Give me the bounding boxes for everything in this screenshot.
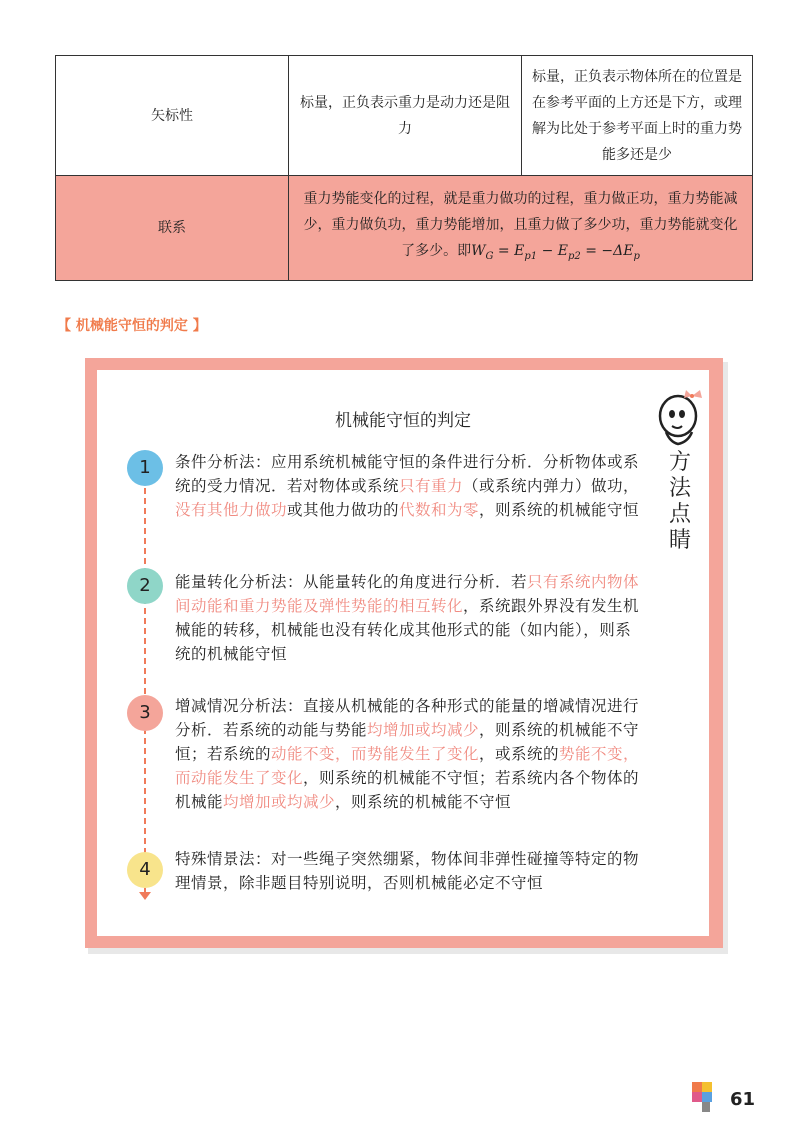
thinking-mascot-icon [652,388,708,450]
card-inner [97,370,709,936]
step-number-4: 4 [127,852,163,888]
work-energy-formula: $W_G = E_{p1} - E_{p2} = -\Delta E_p$ [471,243,640,262]
gravity-work-cell: 标量，正负表示重力是动力还是阻力 [289,56,522,176]
timeline-dashed-line [144,458,146,894]
link-text: 重力势能变化的过程，就是重力做功的过程，重力做正功，重力势能减少，重力做负功，重力势能增加，且重力做了多少功，重力势能就变化了多少。即 [303,191,738,260]
table-row [56,56,753,176]
badge-char: 法 [668,476,691,501]
page-number: 61 [730,1089,756,1110]
row-label: 联系 [56,176,289,281]
step-4-text: 特殊情景法：对一些绳子突然绷紧，物体间非弹性碰撞等特定的物理情景，除非题目特别说明，否则机械能必定不守恒 [175,850,640,892]
step-2-text: 能量转化分析法：从能量转化的角度进行分析．若只有系统内物体间动能和重力势能及弹性势能的相互转化，系统跟外界没有发生机械能的转移，机械能也没有转化成其他形式的能（如内能），则系统的机械能守恒 [175,573,640,663]
publisher-logo-icon [690,1080,722,1116]
step-number-1: 1 [127,450,163,486]
step-3-text: 增减情况分析法：直接从机械能的各种形式的能量的增减情况进行分析．若系统的动能与势能均增加或均减少，则系统的机械能不守恒；若系统的动能不变，而势能发生了变化，或系统的势能不变，而动能发生了变化，则系统的机械能不守恒；若系统内各个物体的机械能均增加或均减少，则系统的机械能不守恒 [175,697,640,811]
timeline-arrow-icon [139,892,151,900]
badge-char: 睛 [668,528,691,553]
step-1-text: 条件分析法：应用系统机械能守恒的条件进行分析．分析物体或系统的受力情况．若对物体或系统只有重力（或系统内弹力）做功，没有其他力做功或其他力做功的代数和为零，则系统的机械能守恒 [175,453,640,519]
method-card [85,358,723,948]
row-label: 矢标性 [56,56,289,176]
potential-energy-cell: 标量，正负表示物体所在的位置是在参考平面的上方还是下方，或理解为比处于参考平面上时的重力势能多还是少 [522,56,753,176]
section-title: 【 机械能守恒的判定 】 [57,318,207,334]
badge-char: 点 [668,502,691,527]
link-description-cell [289,176,753,281]
step-number-2: 2 [127,568,163,604]
comparison-table [55,55,753,281]
badge-char: 方 [668,450,691,475]
step-number-3: 3 [127,695,163,731]
method-badge [652,388,712,554]
card-title: 机械能守恒的判定 [335,411,471,431]
table-row-link [56,176,753,281]
